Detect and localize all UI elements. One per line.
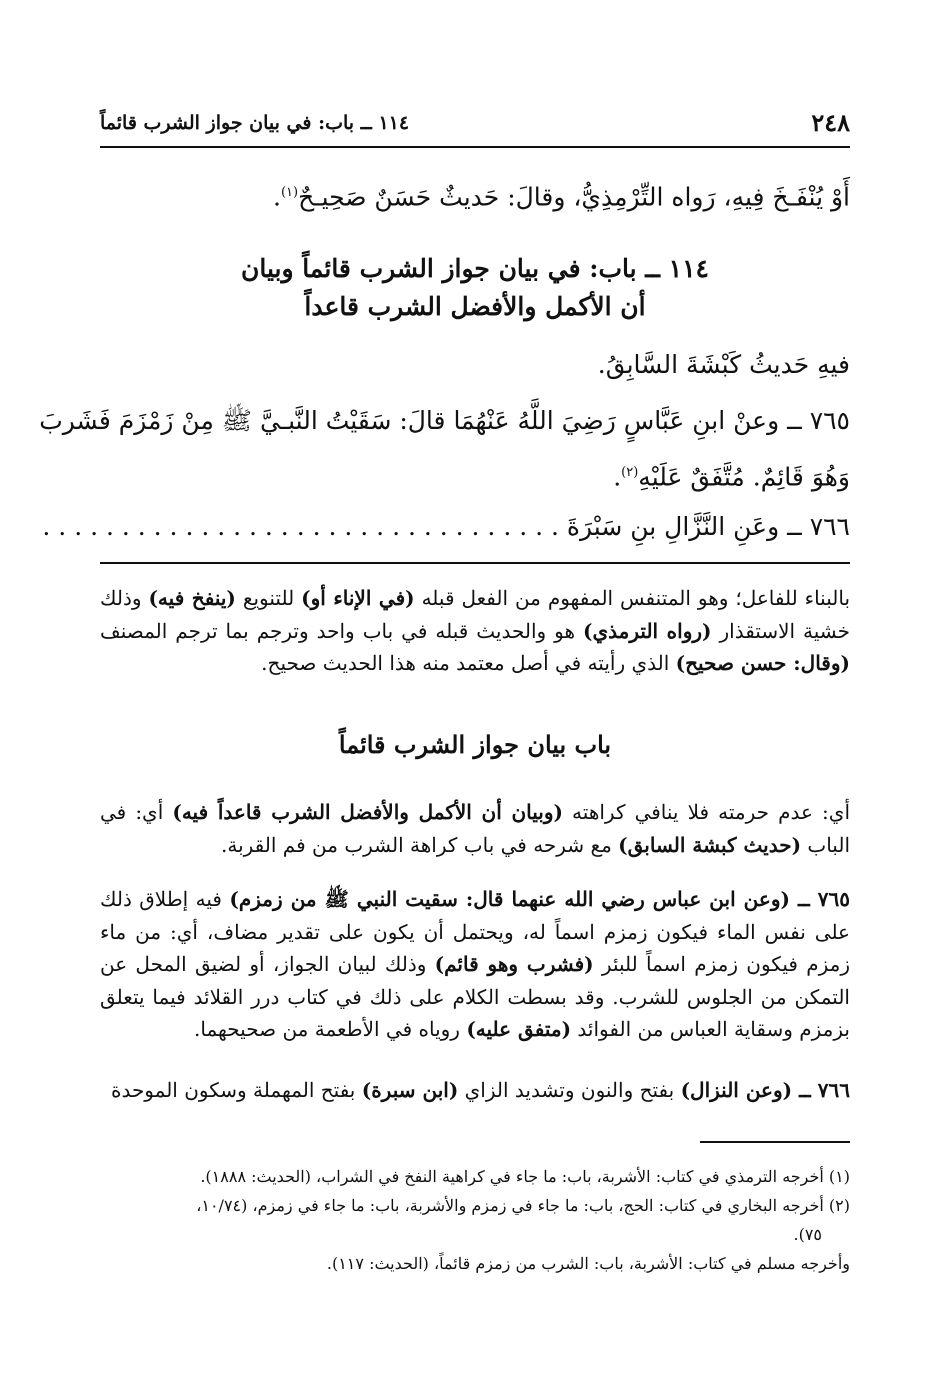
bold-quote-segment: (وقال: حسن صحيح): [675, 651, 850, 675]
hadith-766-line: [42, 498, 850, 556]
bold-quote-segment: (حديث كبشة السابق): [618, 832, 802, 857]
bold-quote-segment: ٧٦٦ ــ (وعن النزال): [680, 1078, 850, 1102]
sharh-paragraph: [100, 582, 850, 680]
text-segment: بفتح والنون وتشديد الزاي: [458, 1078, 681, 1102]
header-divider: [100, 146, 850, 148]
footnote-ref-2[interactable]: (٢): [621, 465, 639, 480]
hadith-765-end: .: [613, 462, 622, 492]
sharh-paragraph: [100, 883, 850, 1046]
text-segment: مع شرحه في باب كراهة الشرب من فم القربة.: [220, 832, 619, 857]
text-segment: وذلك خشية الاستقذار: [100, 586, 851, 643]
hadith-765-line-2: [100, 444, 850, 506]
chapter-title: [100, 250, 850, 326]
chapter-title-line-1: ١١٤ ــ باب: في بيان جواز الشرب قائماً وبيان: [241, 254, 709, 283]
sharh-para-2: [100, 796, 850, 871]
bold-quote-segment: (وبيان أن الأكمل والأفضل الشرب قاعداً فيه): [172, 800, 563, 824]
bold-quote-segment: (فشرب وهو قائم): [434, 952, 594, 976]
footnote-2-line-3: وأخرجه مسلم في كتاب: الأشربة، باب: الشرب من زمزم قائماً، (الحديث: ١١٧).: [326, 1254, 850, 1273]
text-segment: فيه إطلاق ذلك على نفس الماء فيكون زمزم اسماً له، ويحتمل أن يكون على تقدير مضاف، أي: من ماء زمزم فيكون زمزم اسماً للبئر: [100, 887, 850, 976]
text-segment: الذي رأيته في أصل معتمد منه هذا الحديث صحيح.: [261, 651, 676, 675]
bold-quote-segment: (متفق عليه): [466, 1017, 572, 1041]
text-segment: هو والحديث قبله في باب واحد وترجم بما ترجم المصنف: [100, 618, 584, 643]
book-page: [39, 0, 851, 1376]
footnote-divider: [700, 1141, 850, 1143]
page-number: ٢٤٨: [811, 108, 850, 137]
sharh-para-1: [100, 582, 850, 690]
text-segment: روياه في الأطعمة من صحيحهما.: [194, 1017, 467, 1041]
footnote-2-line-1: (٢) أخرجه البخاري في كتاب: الحج، باب: ما جاء في زمزم والأشربة، باب: ما جاء في زمزم، (١٠/٧٤،: [196, 1196, 850, 1215]
running-title: ١١٤ ــ باب: في بيان جواز الشرب قائماً: [100, 112, 410, 134]
bold-quote-segment: (ينفخ فيه): [148, 586, 236, 610]
bold-quote-segment: (في الإناء أو): [301, 586, 415, 610]
sharh-sub-heading: باب بيان جواز الشرب قائماً: [338, 730, 612, 759]
matn-intro: فيهِ حَديثُ كَبْشَةَ السَّابِقُ.: [597, 350, 850, 379]
sharh-paragraph: [100, 796, 850, 861]
matn-opening-end: .: [273, 182, 281, 212]
matn-opening-line: [100, 164, 850, 226]
hadith-766-partial: ٧٦٦ ــ وعَنِ النَّزَّالِ بنِ سَبْرَةَ: [566, 512, 850, 541]
footnote-1: (١) أخرجه الترمذي في كتاب: الأشربة، باب: ما جاء في كراهية النفخ في الشراب، (الحديث: ١٨٨٨).: [200, 1167, 850, 1186]
bold-quote-segment: ٧٦٥ ــ (وعن ابن عباس رضي الله عنهما قال: سقيت النبي ﷺ من زمزم): [229, 887, 850, 911]
text-segment: أي: عدم حرمته فلا ينافي كراهته: [562, 800, 850, 824]
bold-quote-segment: (رواه الترمذي): [583, 618, 712, 643]
text-segment: بفتح المهملة وسكون الموحدة: [110, 1078, 362, 1102]
footnotes: [100, 1162, 850, 1278]
text-segment: للتنويع: [235, 586, 302, 610]
running-header: [100, 108, 850, 144]
footnote-ref-1[interactable]: (١): [280, 185, 299, 200]
matn-opening-text: أَوْ يُنْفَـخَ فِيهِ، رَواه التِّرْمِذِيُّ، وقالَ: حَديثٌ حَسَنٌ صَحِيـحٌ: [298, 182, 850, 212]
hadith-765-line-2-text: وَهُوَ قَائِمٌ. مُتَّفَقٌ عَلَيْهِ: [638, 462, 850, 492]
sharh-paragraph: [100, 1074, 850, 1107]
chapter-title-line-2: أن الأكمل والأفضل الشرب قاعداً: [304, 292, 646, 321]
bold-quote-segment: (ابن سبرة): [361, 1078, 459, 1102]
text-segment: وذلك لبيان الجواز، أو لضيق المحل عن التمكن من الجلوس للشرب. وقد بسطت الكلام على ذلك في كتاب درر القلائد فيما يتعلق بزمزم وسقاية العباس من الفوائد: [100, 952, 850, 1041]
matn-sharh-divider: [100, 562, 850, 564]
hadith-766-dots: . . . . . . . . . . . . . . . . . . . . . . . . . . . . . . . . .: [42, 512, 559, 541]
hadith-765-line-1: ٧٦٥ ــ وعنْ ابنِ عَبَّاسٍ رَضِيَ اللَّهُ عَنْهُمَا قالَ: سَقَيْتُ النَّبـيَّ ﷺ مِنْ زَمْزَمَ فَشَربَ: [39, 406, 850, 435]
text-segment: أي: في الباب: [100, 800, 850, 857]
text-segment: بالبناء للفاعل؛ وهو المتنفس المفهوم من الفعل قبله: [414, 586, 851, 610]
footnote-2-line-2: ٧٥).: [793, 1225, 822, 1244]
sharh-para-4: [100, 1074, 850, 1117]
sharh-para-3: [100, 883, 850, 1056]
